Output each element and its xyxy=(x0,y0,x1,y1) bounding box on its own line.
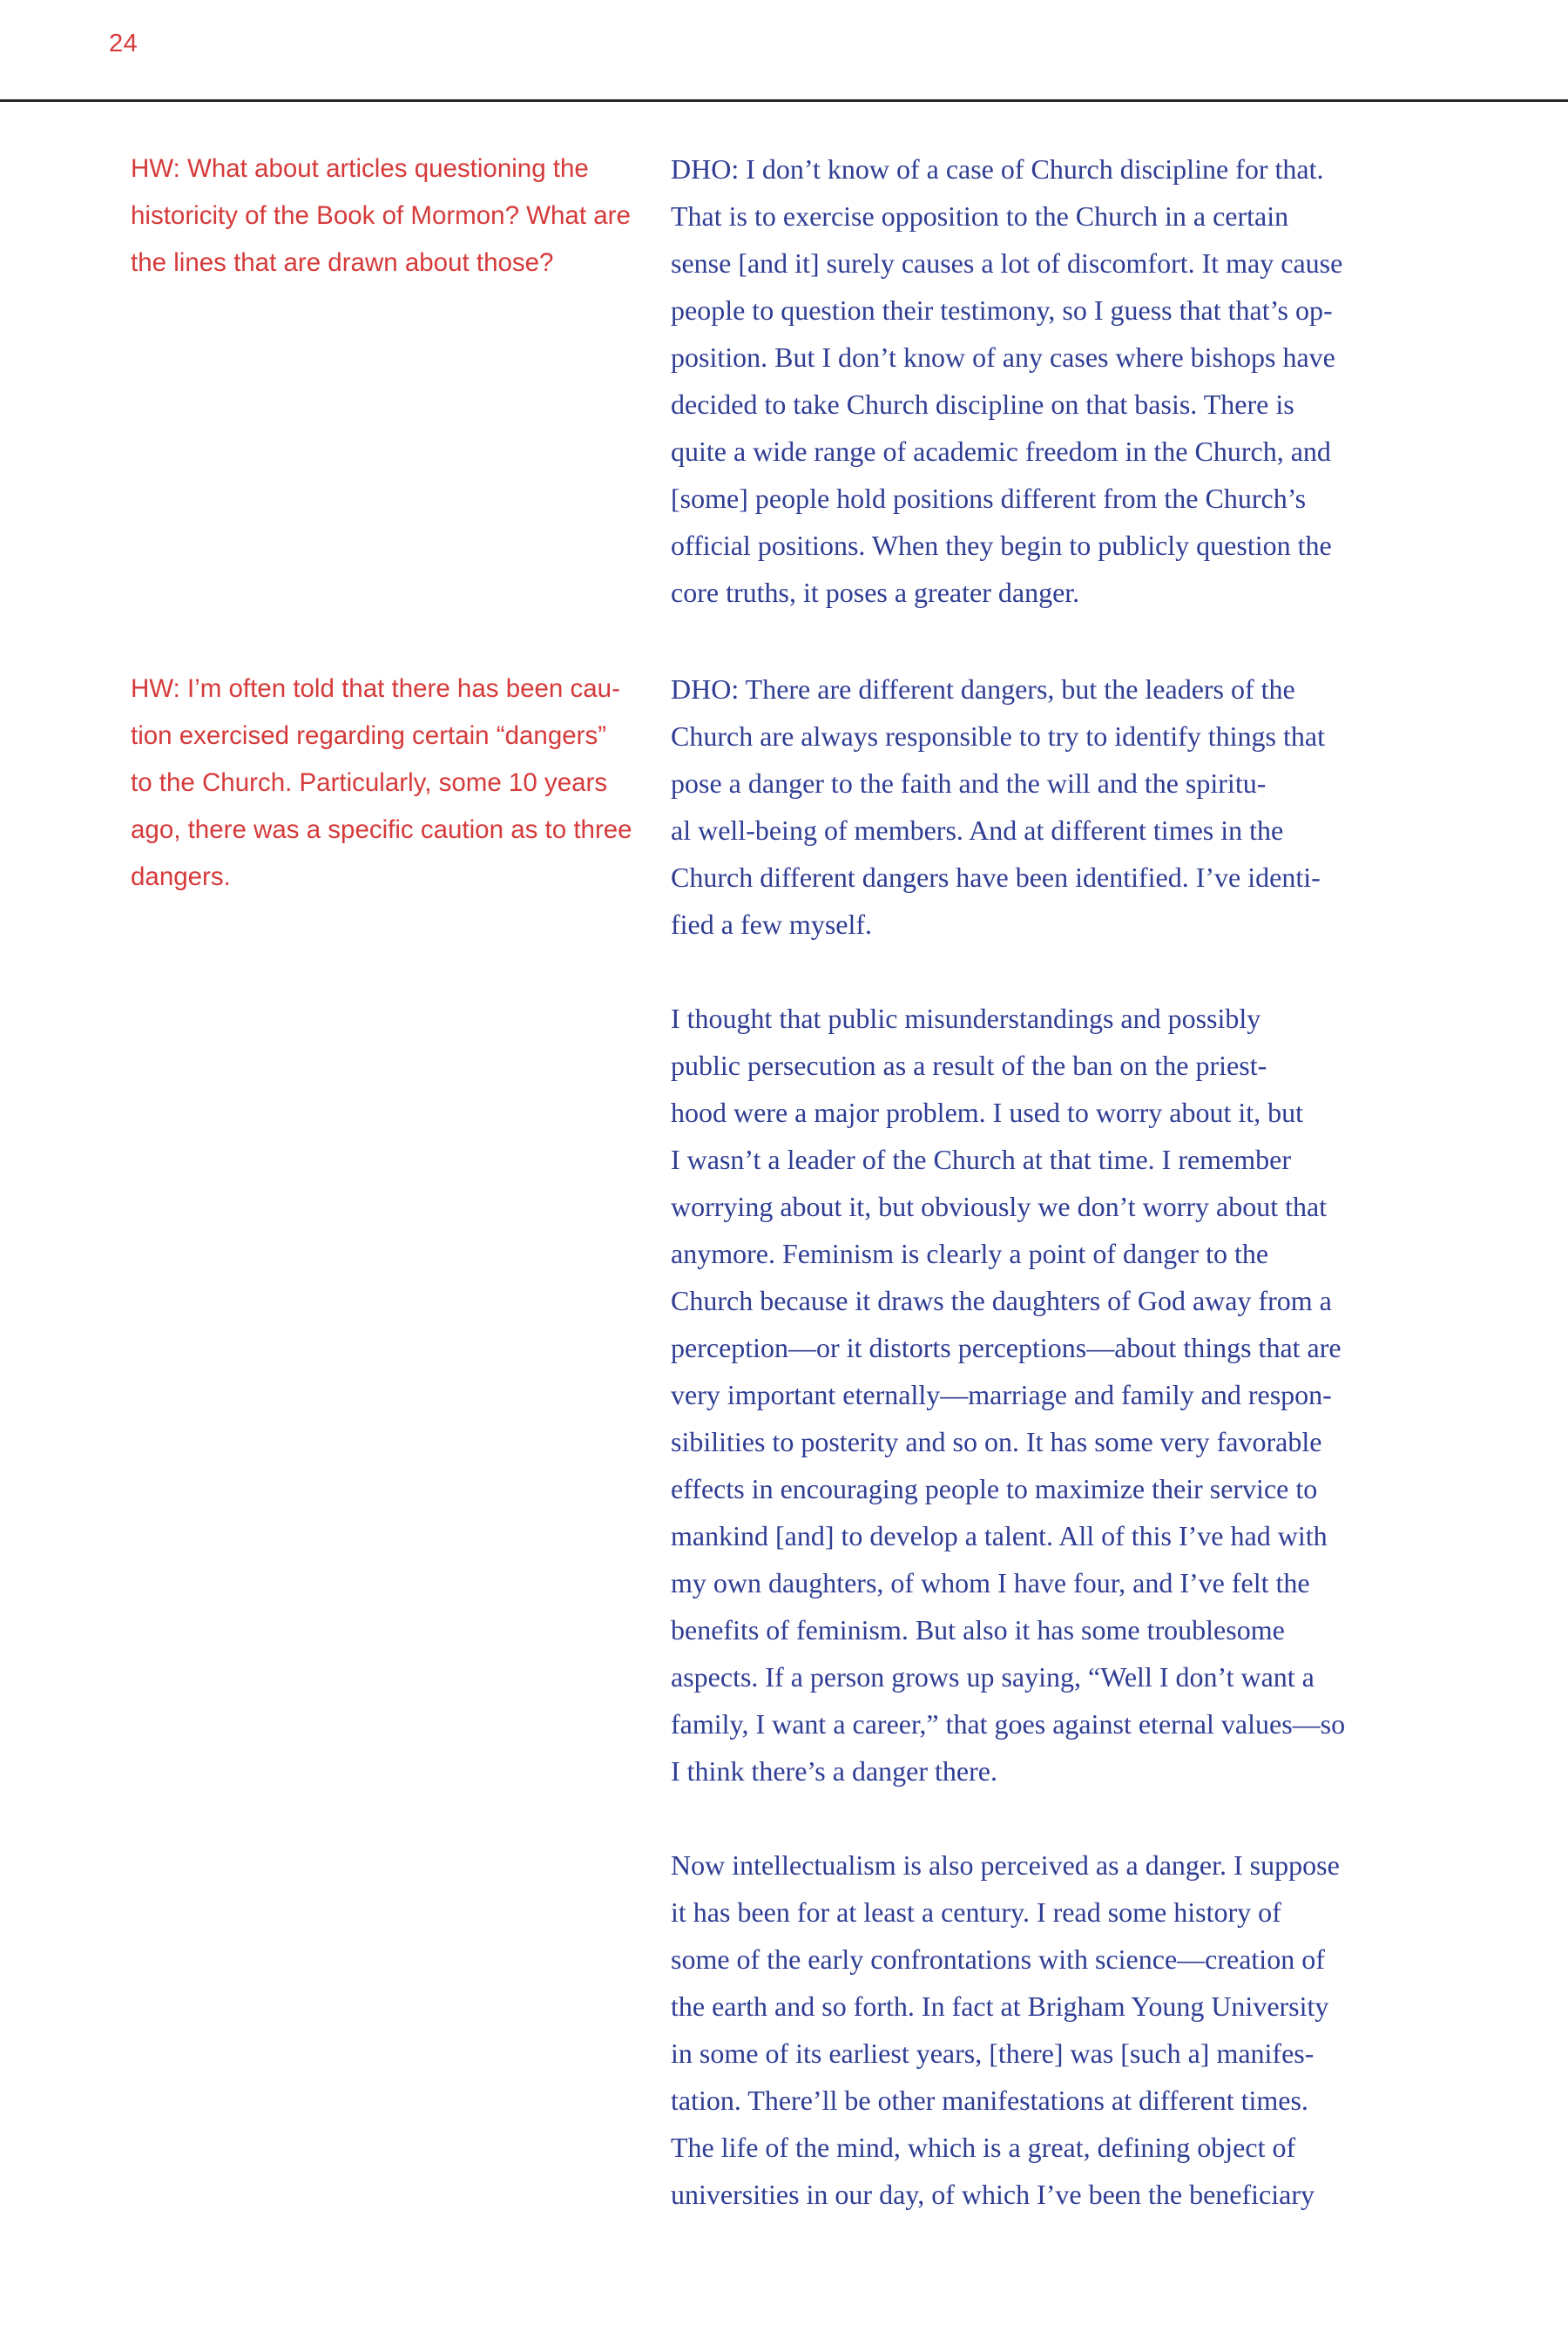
question-line: dangers. xyxy=(131,862,231,891)
answer-line: quite a wide range of academic freedom in the Church, and xyxy=(671,436,1331,467)
answer-line: I thought that public misunderstandings and possibly xyxy=(671,1003,1261,1034)
answer-line: DHO: I don’t know of a case of Church discipline for that. xyxy=(671,153,1324,185)
question-line: HW: I’m often told that there has been cau- xyxy=(131,674,620,703)
header-rule xyxy=(0,99,1568,102)
answer-line: worrying about it, but obviously we don’t worry about that xyxy=(671,1191,1328,1222)
answer-line: very important eternally—marriage and family and respon- xyxy=(671,1379,1332,1410)
question-line: HW: What about articles questioning the xyxy=(131,154,589,183)
answer-line: benefits of feminism. But also it has some troublesome xyxy=(671,1614,1285,1646)
question-line: ago, there was a specific caution as to three xyxy=(131,815,632,844)
answer-line: fied a few myself. xyxy=(671,909,873,940)
answer-line: That is to exercise opposition to the Church in a certain xyxy=(671,200,1289,232)
question-line: tion exercised regarding certain “dangers” xyxy=(131,721,607,750)
question-line: to the Church. Particularly, some 10 years xyxy=(131,768,608,797)
answer-text xyxy=(671,666,1455,2218)
answer-paragraph xyxy=(671,995,1455,1794)
question-line: the lines that are drawn about those? xyxy=(131,248,554,277)
answer-line: in some of its earliest years, [there] was [such a] manifes- xyxy=(671,2038,1315,2069)
question-text xyxy=(131,666,636,901)
answer-paragraph xyxy=(671,1842,1455,2218)
answer-line: pose a danger to the faith and the will and the spiritu- xyxy=(671,767,1267,799)
answer-line: core truths, it poses a greater danger. xyxy=(671,577,1080,608)
answer-line: Church different dangers have been identified. I’ve identi- xyxy=(671,862,1321,893)
answer-line: decided to take Church discipline on that basis. There is xyxy=(671,389,1294,420)
answer-line: mankind [and] to develop a talent. All of this I’ve had with xyxy=(671,1520,1328,1551)
answer-line: position. But I don’t know of any cases where bishops have xyxy=(671,341,1335,373)
answer-line: it has been for at least a century. I read some history of xyxy=(671,1896,1281,1928)
page-number: 24 xyxy=(109,30,139,57)
answer-line: sibilities to posterity and so on. It has some very favorable xyxy=(671,1426,1322,1457)
answer-line: aspects. If a person grows up saying, “Well I don’t want a xyxy=(671,1661,1315,1693)
question-text xyxy=(131,145,636,287)
answer-line: Church because it draws the daughters of God away from a xyxy=(671,1285,1332,1316)
answer-line: The life of the mind, which is a great, defining object of xyxy=(671,2132,1296,2163)
answer-line: tation. There’ll be other manifestations at different times. xyxy=(671,2085,1308,2116)
answer-line: effects in encouraging people to maximize their service to xyxy=(671,1473,1318,1504)
answer-line: I wasn’t a leader of the Church at that time. I remember xyxy=(671,1144,1292,1175)
answer-line: DHO: There are different dangers, but the leaders of the xyxy=(671,673,1295,705)
answer-line: public persecution as a result of the ban on the priest- xyxy=(671,1050,1267,1081)
answer-line: my own daughters, of whom I have four, and I’ve felt the xyxy=(671,1567,1310,1598)
answer-line: universities in our day, of which I’ve been the beneficiary xyxy=(671,2179,1315,2210)
answer-paragraph xyxy=(671,145,1455,616)
answer-paragraph xyxy=(671,666,1455,948)
answer-line: hood were a major problem. I used to worry about it, but xyxy=(671,1097,1304,1128)
answer-line: I think there’s a danger there. xyxy=(671,1755,997,1787)
answer-line: perception—or it distorts perceptions—about things that are xyxy=(671,1332,1342,1363)
answer-line: some of the early confrontations with science—creation of xyxy=(671,1943,1325,1975)
answer-line: al well-being of members. And at different times in the xyxy=(671,814,1284,846)
answer-line: anymore. Feminism is clearly a point of danger to the xyxy=(671,1238,1269,1269)
answer-line: [some] people hold positions different from the Church’s xyxy=(671,483,1307,514)
answer-line: Now intellectualism is also perceived as a danger. I suppose xyxy=(671,1849,1340,1881)
answer-line: Church are always responsible to try to identify things that xyxy=(671,720,1325,752)
answer-line: family, I want a career,” that goes against eternal values—so xyxy=(671,1708,1346,1740)
answer-text xyxy=(671,145,1455,616)
answer-line: the earth and so forth. In fact at Brigham Young University xyxy=(671,1990,1329,2022)
question-line: historicity of the Book of Mormon? What are xyxy=(131,201,631,230)
answer-line: people to question their testimony, so I guess that that’s op- xyxy=(671,294,1333,326)
answer-line: sense [and it] surely causes a lot of discomfort. It may cause xyxy=(671,247,1343,279)
answer-line: official positions. When they begin to publicly question the xyxy=(671,530,1332,561)
